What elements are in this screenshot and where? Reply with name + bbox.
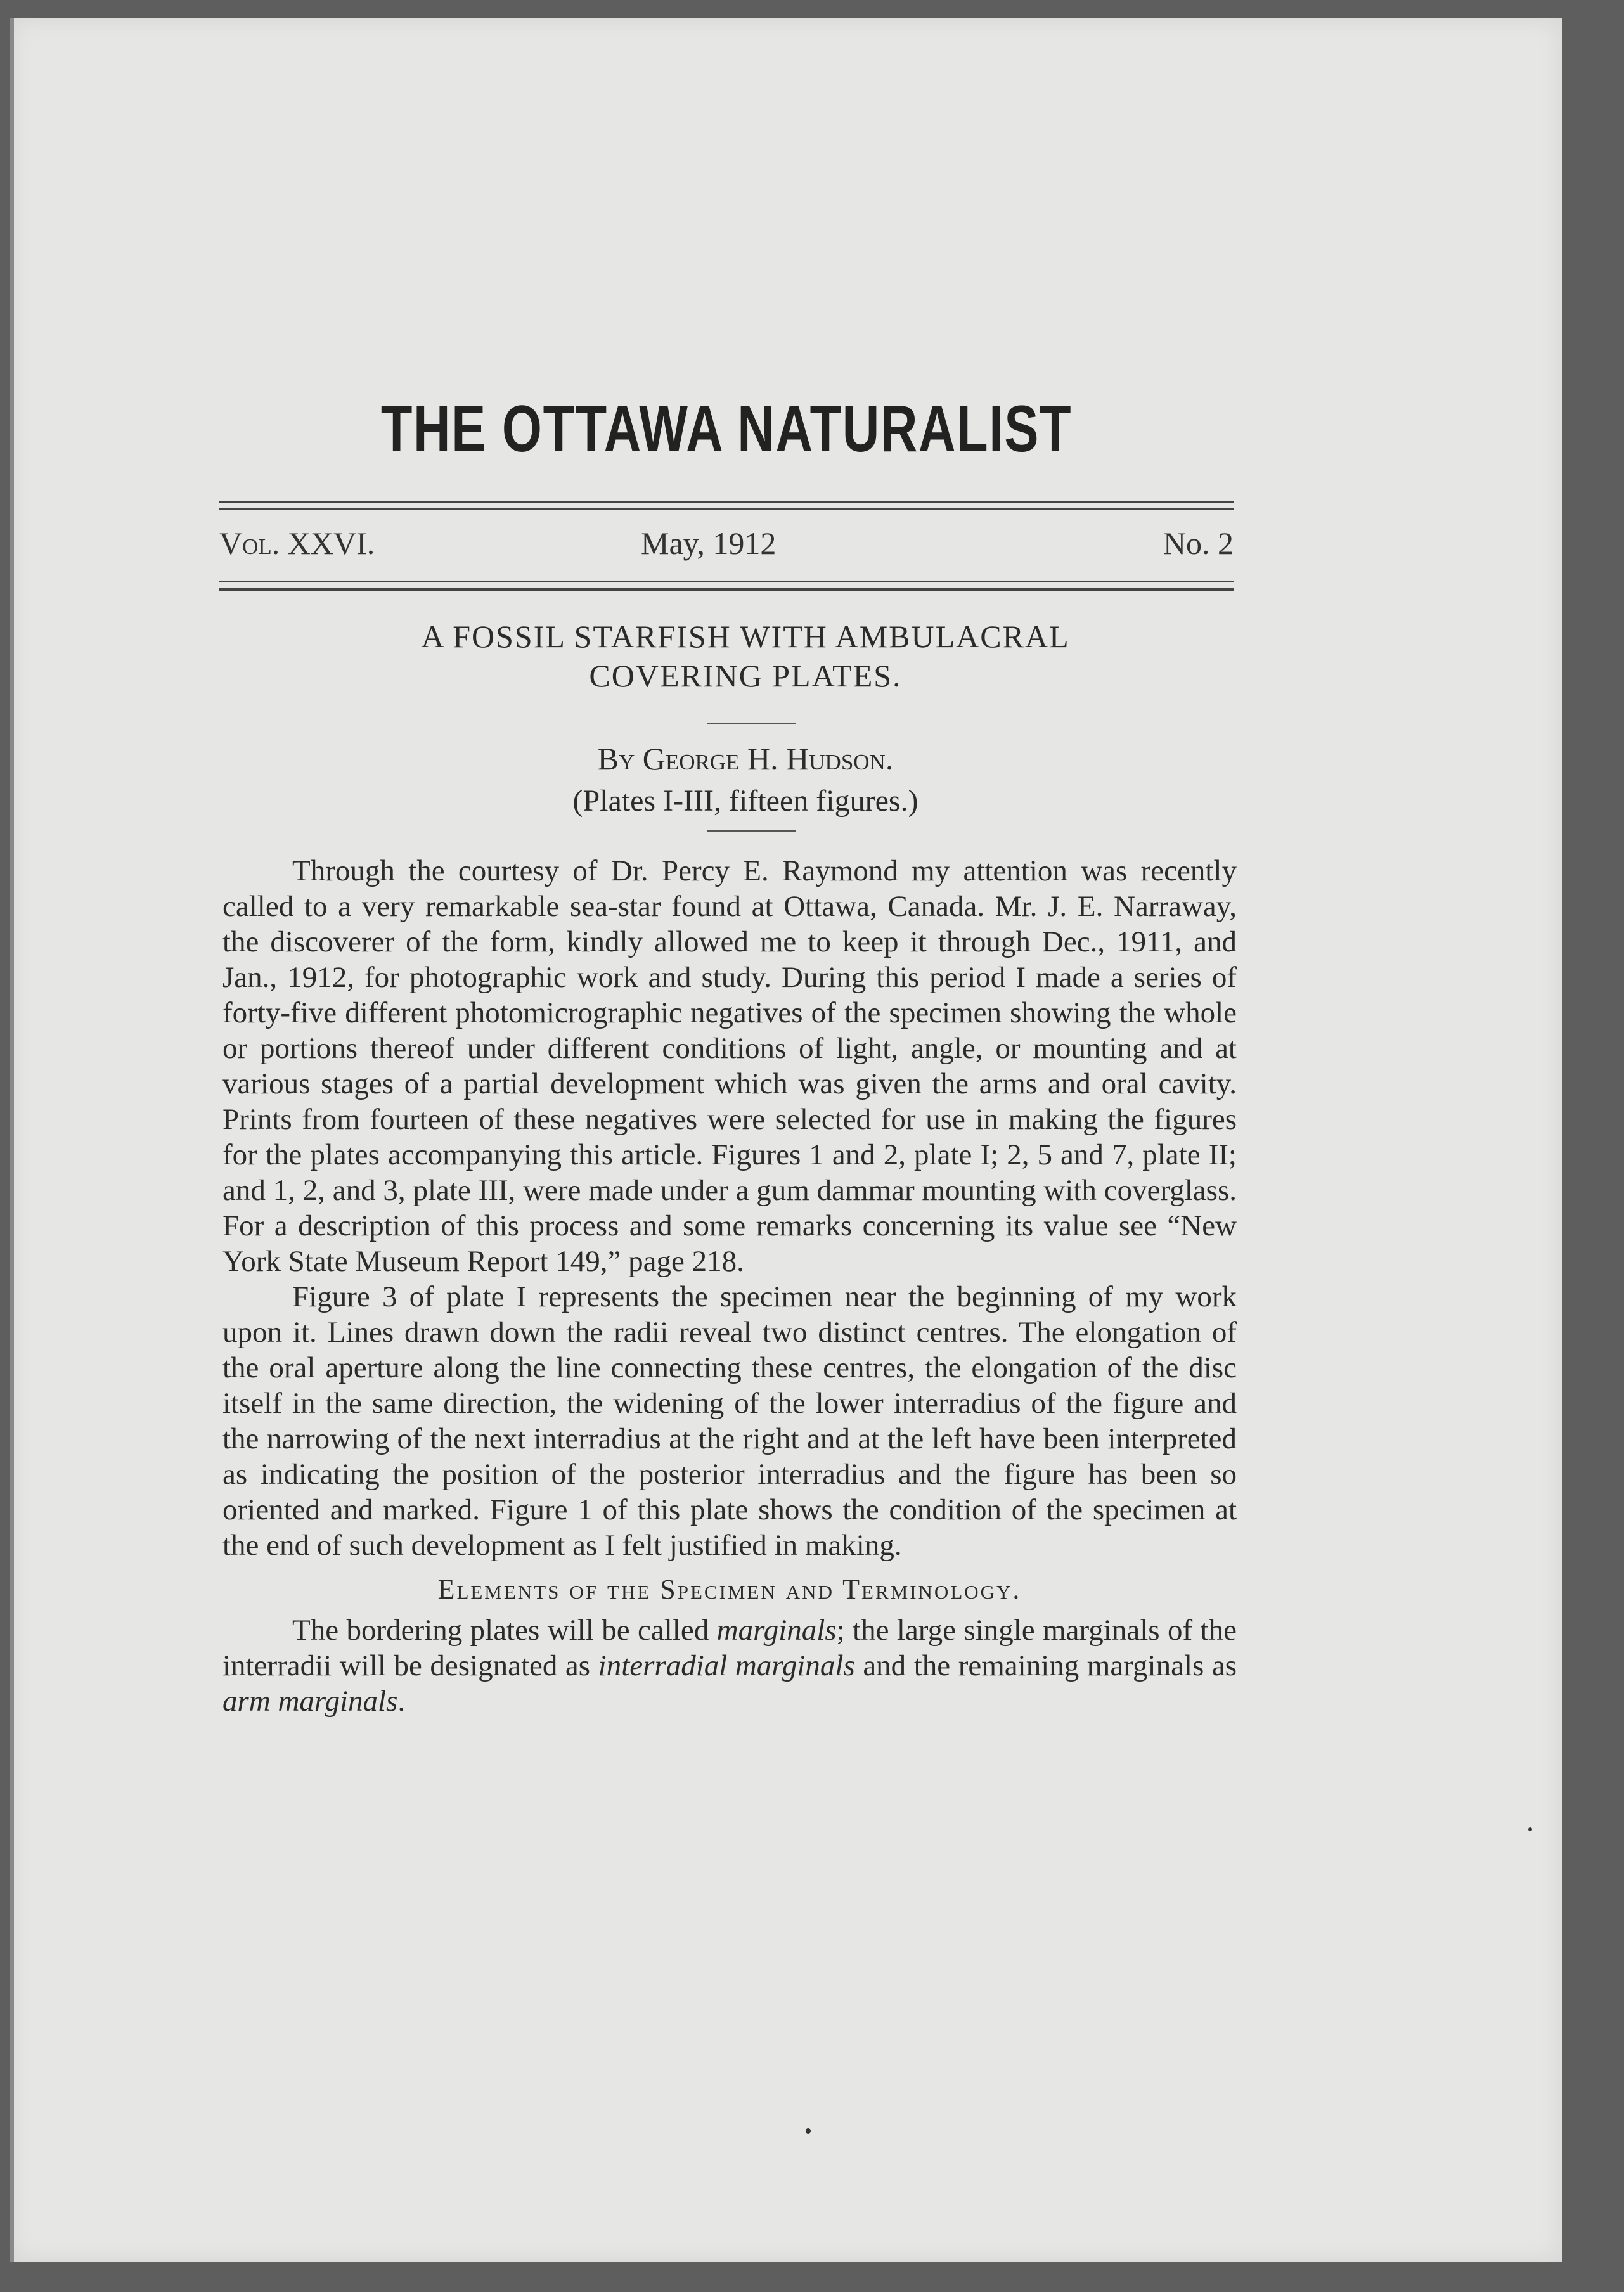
term-interradial-marginals: interradial marginals (598, 1649, 855, 1682)
paragraph-3-text-a: The bordering plates will be called (292, 1614, 717, 1647)
masthead-rule-bottom (219, 588, 1234, 591)
page-speck (1528, 1827, 1532, 1831)
paragraph-3-text-b: ; the large single marginals of the interradii will be designated as (222, 1614, 1237, 1682)
paragraph-3-text-d: . (397, 1685, 406, 1718)
volume-number: Vol. XXVI. (219, 525, 375, 561)
article-title-line-2: COVERING PLATES. (589, 658, 902, 693)
article-body (222, 853, 1237, 1719)
page-speck (806, 2128, 811, 2134)
masthead-rule-top-thin (219, 508, 1234, 510)
article-byline: By George H. Hudson. (597, 741, 894, 776)
byline-divider (707, 830, 796, 832)
term-marginals: marginals (716, 1614, 837, 1647)
paragraph-2: Figure 3 of plate I represents the specimen near the beginning of my work upon it. Lines drawn down the radii reveal two distinct centres. The elongation of the oral aperture along the line connecting these centres, the elongation of the disc itself in the same direction, the widening of the lower interradius of the figure and the narrowing of the next interradius at the right and at the left have been interpreted as indicating the position of the posterior interradius and the figure has been so oriented and marked. Figure 1 of this plate shows the condition of the specimen at the end of such development as I felt justified in making. (222, 1280, 1237, 1562)
paragraph-3-text-c: and the remaining marginals as (854, 1649, 1237, 1682)
term-arm-marginals: arm marginals (222, 1685, 398, 1718)
article-title-line-1: A FOSSIL STARFISH WITH AMBULACRAL (421, 619, 1070, 654)
page-edge (10, 18, 14, 2262)
issue-number: No. 2 (1163, 525, 1234, 561)
masthead-rule-top (219, 501, 1234, 503)
title-divider (707, 723, 796, 724)
paragraph-1: Through the courtesy of Dr. Percy E. Raymond my attention was recently called to a very remarkable sea-star found at Ottawa, Canada. Mr. J. E. Narraway, the discoverer of the form, kindly allowed me to keep it through Dec., 1911, and Jan., 1912, for photographic work and study. During this period I made a series of forty-five different photomicrographic negatives of the specimen showing the whole or portions thereof under different conditions of light, angle, or mounting and at various stages of a partial development which was given the arms and oral cavity. Prints from fourteen of these negatives were selected for use in making the figures for the plates accompanying this article. Figures 1 and 2, plate I; 2, 5 and 7, plate II; and 1, 2, and 3, plate III, were made under a gum dammar mounting with coverglass. For a description of this process and some remarks concerning its value see “New York State Museum Report 149,” page 218. (222, 854, 1237, 1278)
issue-info-row (219, 525, 1234, 569)
paragraph-3 (222, 1613, 1237, 1719)
masthead-rule-bottom-thin (219, 581, 1234, 582)
plates-note: (Plates I-III, fifteen figures.) (572, 784, 918, 818)
issue-date: May, 1912 (641, 525, 777, 561)
section-heading: Elements of the Specimen and Terminology. (437, 1574, 1022, 1605)
journal-title: THE OTTAWA NATURALIST (380, 392, 1073, 466)
article-title (257, 617, 1234, 695)
document-page (10, 18, 1562, 2262)
